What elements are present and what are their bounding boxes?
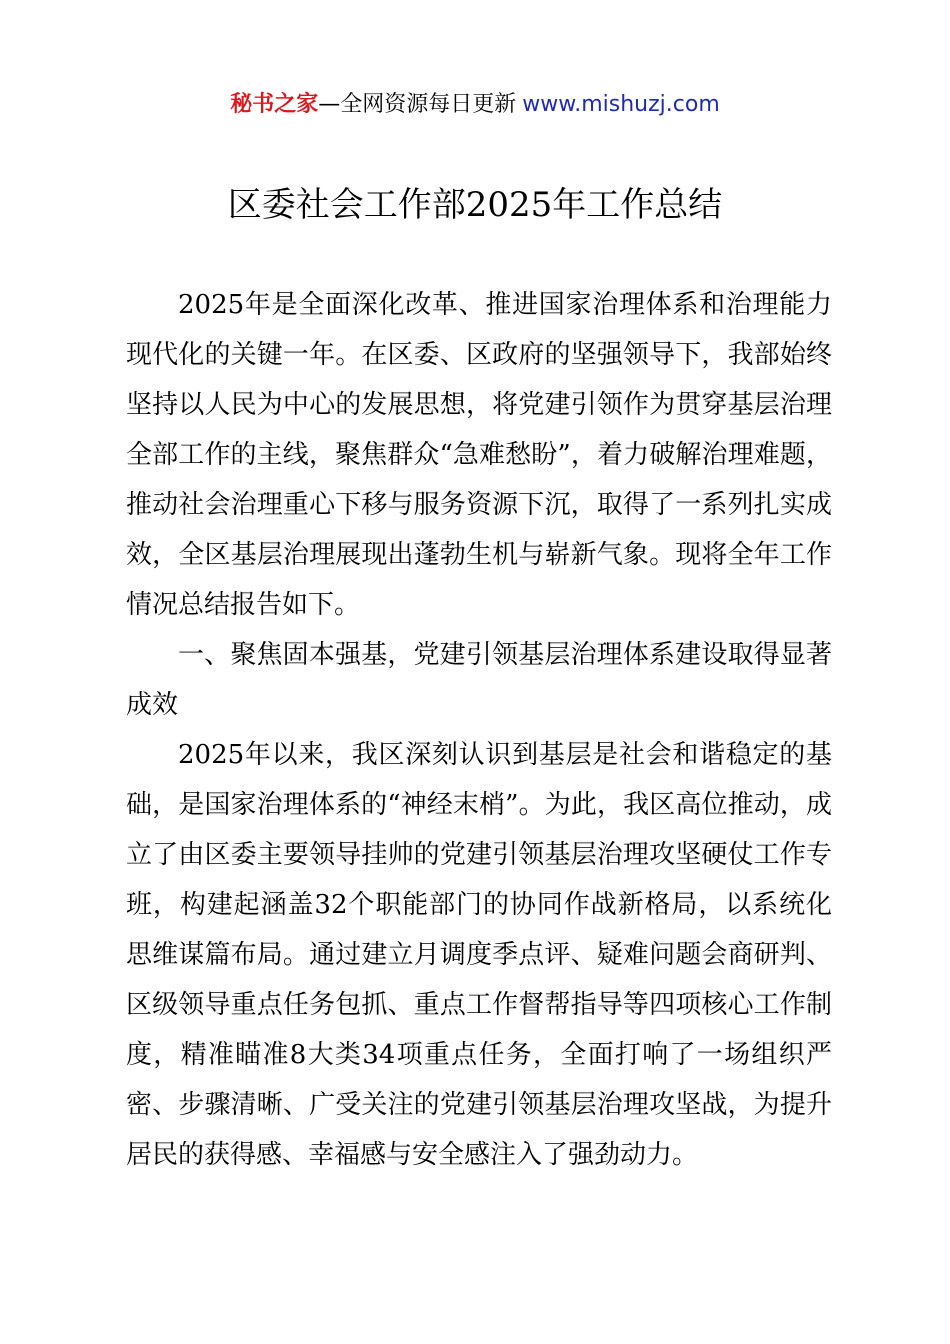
document-title: 区委社会工作部2025年工作总结 bbox=[227, 185, 723, 225]
document-body bbox=[126, 280, 832, 1180]
site-header bbox=[0, 88, 950, 122]
section-1-paragraph: 2025年以来，我区深刻认识到基层是社会和谐稳定的基础，是国家治理体系的“神经末梢”。为此，我区高位推动，成立了由区委主要领导挂帅的党建引领基层治理攻坚硬仗工作专班，构建起涵盖32个职能部门的协同作战新格局，以系统化思维谋篇布局。通过建立月调度季点评、疑难问题会商研判、区级领导重点任务包抓、重点工作督帮指导等四项核心工作制度，精准瞄准8大类34项重点任务，全面打响了一场组织严密、步骤清晰、广受关注的党建引领基层治理攻坚战，为提升居民的获得感、幸福感与安全感注入了强劲动力。 bbox=[126, 740, 832, 1170]
section-heading-1: 一、聚焦固本强基，党建引领基层治理体系建设取得显著成效 bbox=[126, 640, 832, 720]
site-url-link[interactable]: www.mishuzj.com bbox=[522, 92, 720, 117]
site-brand: 秘书之家 bbox=[230, 92, 319, 117]
site-tagline: —全网资源每日更新 bbox=[318, 92, 517, 117]
intro-paragraph: 2025年是全面深化改革、推进国家治理体系和治理能力现代化的关键一年。在区委、区政府的坚强领导下，我部始终坚持以人民为中心的发展思想，将党建引领作为贯穿基层治理全部工作的主线，聚焦群众“急难愁盼”，着力破解治理难题，推动社会治理重心下移与服务资源下沉，取得了一系列扎实成效，全区基层治理展现出蓬勃生机与崭新气象。现将全年工作情况总结报告如下。 bbox=[126, 290, 832, 620]
